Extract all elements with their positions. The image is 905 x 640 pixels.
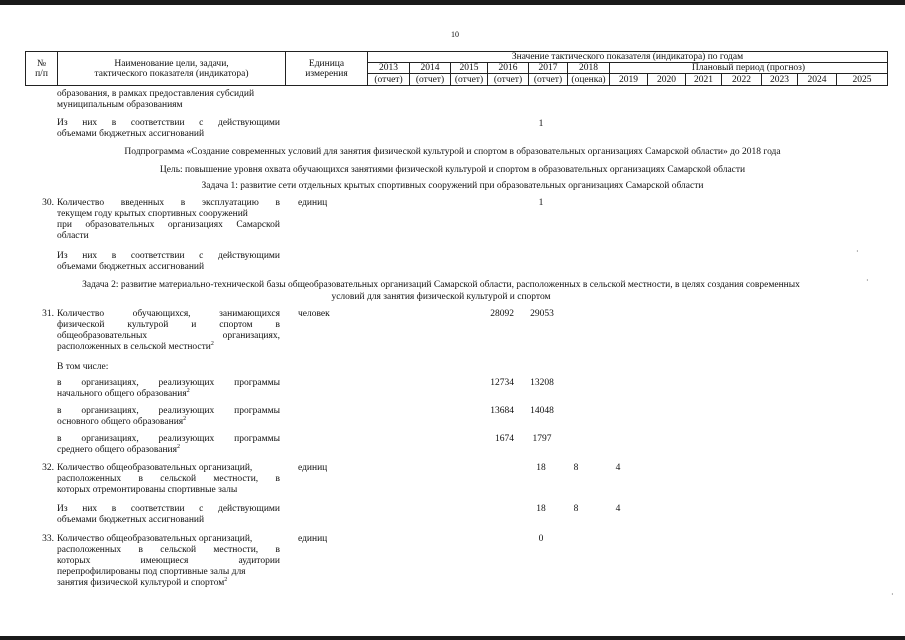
row-31-text: Количество обучающихся, занимающихся физической культурой и спортом в общеобразовательных организациях, расположенных в сельской местности$^2$	[57, 309, 280, 352]
header-year-2017: 2017	[529, 63, 568, 74]
task2-heading-line1: Задача 2: развитие материально-технической базы общеобразовательных организаций Самарской области, расположенных в сельской местности, в целях создания современных	[82, 280, 800, 290]
page-number: 10	[451, 30, 459, 39]
row-31-2017: 29053	[530, 309, 554, 319]
header-name: Наименование цели, задачи, тактического показателя (индикатора)	[58, 52, 286, 86]
row-32-2019: 4	[615, 463, 621, 473]
header-kind-2017: (отчет)	[529, 74, 568, 86]
row-32-2018: 8	[573, 463, 579, 473]
scan-speck: ·	[856, 247, 859, 256]
header-year-2023: 2023	[762, 74, 798, 86]
header-num: № п/п	[26, 52, 58, 86]
scan-speck: ·	[866, 276, 869, 285]
row-31-2016: 28092	[490, 309, 514, 319]
row-a-text: Из них в соответствии с действующими объемами бюджетных ассигнований	[57, 118, 280, 139]
header-year-2019: 2019	[610, 74, 648, 86]
row-32a-2017: 18	[536, 504, 546, 514]
row-31b-text: в организациях, реализующих программы основного общего образования$^2$	[57, 406, 280, 427]
row-32a-text: Из них в соответствии с действующими объемами бюджетных ассигнований	[57, 504, 280, 525]
row-31c-2017: 1797	[532, 434, 552, 444]
header-values-title: Значение тактического показателя (индикатора) по годам	[368, 52, 888, 63]
header-year-2018: 2018	[568, 63, 610, 74]
row-31-unit: человек	[298, 309, 330, 319]
header-unit: Единица измерения	[286, 52, 368, 86]
row-32-text: Количество общеобразовательных организаций, расположенных в сельской местности, в которых отремонтированы спортивные залы	[57, 463, 280, 495]
continued-row-text: образования, в рамках предоставления субсидий муниципальным образованиям	[57, 89, 255, 110]
goal-heading: Цель: повышение уровня охвата обучающихся занятиями физической культурой и спортом в образовательных организациях Самарской области	[159, 165, 746, 175]
header-year-2022: 2022	[722, 74, 762, 86]
header-year-2021: 2021	[686, 74, 722, 86]
row-31c-2016: 1674	[495, 434, 514, 444]
row-33-2017: 0	[538, 534, 544, 544]
row-30-text: Количество введенных в эксплуатацию в текущем году крытых спортивных сооружений при образовательных организациях Самарской области	[57, 198, 280, 241]
row-32a-2019: 4	[615, 504, 621, 514]
header-plan-title: Плановый период (прогноз)	[610, 63, 888, 74]
header-year-2020: 2020	[648, 74, 686, 86]
row-33-num: 33.	[42, 534, 54, 544]
row-32-2017: 18	[536, 463, 546, 473]
row-30-2017: 1	[538, 198, 544, 208]
row-32a-2018: 8	[573, 504, 579, 514]
scan-speck: ·	[891, 590, 894, 599]
bottom-scan-border	[0, 636, 905, 640]
task2-heading-line2: условий для занятия физической культурой и спортом	[331, 292, 551, 302]
top-scan-border	[0, 0, 905, 5]
row-31a-text: в организациях, реализующих программы начального общего образования$^2$	[57, 378, 280, 399]
row-30-num: 30.	[42, 198, 54, 208]
row-33-text: Количество общеобразовательных организаций, расположенных в сельской местности, в которых имеющиеся аудитории перепрофилированы под спортивные залы для занятия физической культурой и спортом$^2$	[57, 534, 280, 588]
row-31b-2016: 13684	[490, 406, 514, 416]
header-year-2015: 2015	[451, 63, 488, 74]
header-year-2014: 2014	[410, 63, 451, 74]
subprogram-heading: Подпрограмма «Создание современных условий для занятия физической культурой и спортом в образовательных организациях Самарской области» до 2018 года	[124, 147, 781, 157]
row-32-unit: единиц	[298, 463, 328, 473]
header-year-2025: 2025	[837, 74, 888, 86]
row-30a-text: Из них в соответствии с действующими объемами бюджетных ассигнований	[57, 251, 280, 272]
row-32-num: 32.	[42, 463, 54, 473]
row-31c-text: в организациях, реализующих программы среднего общего образования$^2$	[57, 434, 280, 455]
header-kind-2016: (отчет)	[488, 74, 529, 86]
row-a-2017: 1	[538, 119, 544, 129]
header-year-2024: 2024	[798, 74, 837, 86]
header-kind-2014: (отчет)	[410, 74, 451, 86]
row-31b-2017: 14048	[530, 406, 554, 416]
row-31a-2017: 13208	[530, 378, 554, 388]
row-33-unit: единиц	[298, 534, 328, 544]
row-31-num: 31.	[42, 309, 54, 319]
row-31a-2016: 12734	[490, 378, 514, 388]
header-kind-2018: (оценка)	[568, 74, 610, 86]
row-30-unit: единиц	[298, 198, 328, 208]
task1-heading: Задача 1: развитие сети отдельных крытых спортивных сооружений при образовательных организациях Самарской области	[201, 181, 704, 191]
header-year-2016: 2016	[488, 63, 529, 74]
header-kind-2013: (отчет)	[368, 74, 410, 86]
row-31-including: В том числе:	[57, 362, 109, 372]
header-kind-2015: (отчет)	[451, 74, 488, 86]
table-header	[25, 51, 888, 86]
header-year-2013: 2013	[368, 63, 410, 74]
